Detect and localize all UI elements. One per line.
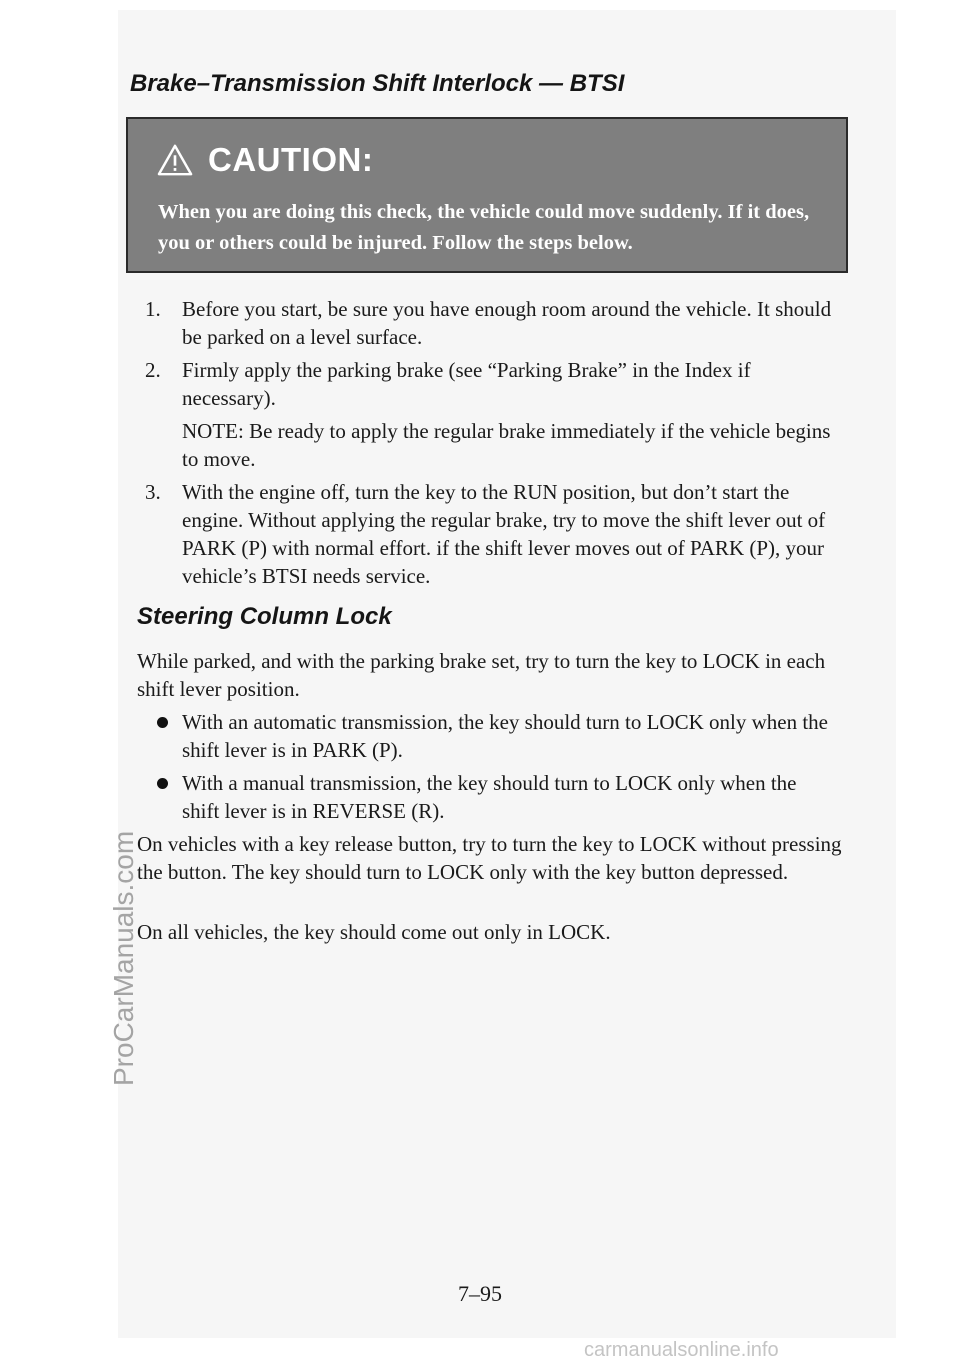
caution-label: CAUTION: (208, 141, 374, 178)
caution-box (126, 117, 848, 273)
section-title-btsi: Brake–Transmission Shift Interlock — BTSI (130, 70, 625, 97)
all-vehicles-paragraph: On all vehicles, the key should come out only in LOCK. (137, 920, 611, 944)
footer-watermark: carmanualsonline.info (584, 1339, 779, 1361)
step-number: 1. (145, 297, 161, 321)
step-text: Before you start, be sure you have enough room around the vehicle. It should be parked on a level surface. (182, 297, 832, 349)
bullet-item (182, 708, 832, 764)
step-text: With the engine off, turn the key to the RUN position, but don’t start the engine. Without applying the regular brake, try to move the shift lever out of PARK (P) with normal effort. if the shift lever moves out of PARK (P), your vehicle’s BTSI needs service. (182, 480, 826, 588)
warning-triangle-icon (156, 143, 194, 177)
key-release-paragraph: On vehicles with a key release button, try to turn the key to LOCK without pressing the button. The key should turn to LOCK only with the key button depressed. (137, 832, 842, 884)
steering-intro: While parked, and with the parking brake set, try to turn the key to LOCK in each shift lever position. (137, 649, 826, 701)
step-item (145, 478, 842, 590)
side-watermark: ProCarManuals.com (108, 830, 139, 1086)
page-number: 7–95 (458, 1281, 502, 1306)
bullet-icon (157, 778, 168, 789)
step-item (145, 356, 842, 412)
step-item (145, 295, 842, 351)
step-number: 3. (145, 480, 161, 504)
step-note: NOTE: Be ready to apply the regular brake immediately if the vehicle begins to move. (182, 419, 831, 471)
caution-header (156, 141, 373, 179)
bullet-icon (157, 717, 168, 728)
bullet-item (182, 769, 832, 825)
step-number: 2. (145, 358, 161, 382)
section-title-steering: Steering Column Lock (137, 603, 392, 630)
step-text: Firmly apply the parking brake (see “Parking Brake” in the Index if necessary). (182, 358, 751, 410)
bullet-text: With an automatic transmission, the key should turn to LOCK only when the shift lever is in PARK (P). (182, 710, 828, 762)
caution-text: When you are doing this check, the vehicle could move suddenly. If it does, you or others could be injured. Follow the steps below. (158, 201, 810, 254)
bullet-text: With a manual transmission, the key should turn to LOCK only when the shift lever is in REVERSE (R). (182, 771, 797, 823)
